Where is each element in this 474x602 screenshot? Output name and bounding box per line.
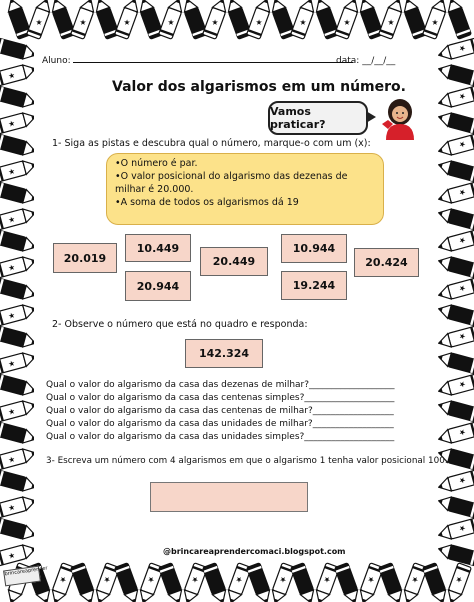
date-field[interactable] [336, 56, 395, 66]
pencil-icon [437, 398, 474, 422]
pencil-icon [437, 158, 474, 182]
number-option[interactable]: 20.449 [200, 247, 268, 276]
svg-text:★: ★ [77, 17, 89, 28]
pencil-icon [0, 302, 37, 326]
answer-box[interactable] [150, 482, 308, 512]
data-label: data: [336, 56, 360, 66]
pencil-icon [0, 158, 37, 182]
pencil-icon [437, 326, 474, 350]
aluno-label: Aluno: [42, 56, 71, 66]
pencil-icon [423, 0, 450, 39]
pencil-icon [0, 206, 37, 230]
question-2-item[interactable]: Qual o valor do algarismo da casa das dezenas de milhar?___________________ [46, 380, 395, 390]
svg-text:★: ★ [365, 574, 377, 585]
svg-text:★: ★ [233, 574, 245, 585]
question-1-prompt: 1- Siga as pistas e descubra qual o número, marque-o com um (x): [52, 138, 371, 149]
pencil-icon [0, 182, 37, 206]
pencil-icon [437, 62, 474, 86]
svg-text:★: ★ [457, 235, 467, 246]
question-2-item[interactable]: Qual o valor do algarismo da casa das unidades de milhar?__________________ [46, 419, 394, 429]
svg-text:★: ★ [457, 187, 467, 198]
pencil-icon [437, 254, 474, 278]
svg-text:★: ★ [457, 523, 467, 534]
svg-text:★: ★ [209, 17, 221, 28]
svg-text:★: ★ [457, 331, 467, 342]
svg-text:★: ★ [457, 283, 467, 294]
svg-text:★: ★ [121, 17, 133, 28]
number-option[interactable]: 10.449 [125, 234, 191, 262]
svg-text:★: ★ [385, 17, 397, 28]
pencil-icon [291, 0, 318, 39]
svg-text:★: ★ [7, 310, 17, 321]
number-option[interactable]: 20.019 [53, 243, 117, 273]
pencil-icon [203, 0, 230, 39]
pencil-icon [159, 0, 186, 39]
page-title: Valor dos algarismos em um número. [112, 79, 406, 95]
svg-text:★: ★ [457, 139, 467, 150]
svg-text:★: ★ [409, 574, 421, 585]
svg-text:★: ★ [457, 91, 467, 102]
pencil-icon [437, 422, 474, 446]
pencil-icon [445, 0, 472, 39]
blog-footer: @brincareaprendercomaci.blogspot.com [163, 547, 346, 556]
pencil-icon [0, 326, 37, 350]
svg-text:★: ★ [7, 262, 17, 273]
svg-text:★: ★ [7, 406, 17, 417]
pencil-icon [115, 563, 142, 602]
pencil-icon [379, 0, 406, 39]
pencil-icon [437, 182, 474, 206]
pencil-icon [335, 563, 362, 602]
svg-text:★: ★ [7, 118, 17, 129]
svg-text:★: ★ [101, 574, 113, 585]
pencil-icon [437, 38, 474, 62]
svg-text:★: ★ [7, 550, 17, 561]
pencil-icon [437, 278, 474, 302]
number-display-box: 142.324 [185, 339, 263, 368]
svg-text:★: ★ [457, 43, 467, 54]
date-slots: __/__/__ [362, 56, 396, 66]
pencil-icon [0, 134, 37, 158]
pencil-icon [247, 563, 274, 602]
pencil-icon [0, 422, 37, 446]
svg-text:★: ★ [457, 427, 467, 438]
question-2-prompt: 2- Observe o número que está no quadro e responda: [52, 319, 308, 330]
speech-bubble: Vamos praticar? [268, 101, 368, 135]
pencil-icon [27, 0, 54, 39]
pencil-icon [115, 0, 142, 39]
pencil-icon [247, 0, 274, 39]
pencil-icon [0, 38, 37, 62]
pencil-icon [291, 563, 318, 602]
pencil-icon [0, 62, 37, 86]
pencil-icon [423, 563, 450, 602]
pencil-icon [0, 542, 37, 566]
number-option[interactable]: 20.944 [125, 271, 191, 301]
number-option[interactable]: 19.244 [281, 271, 347, 300]
svg-text:★: ★ [165, 17, 177, 28]
pencil-icon [0, 110, 37, 134]
svg-text:★: ★ [253, 17, 265, 28]
svg-text:★: ★ [321, 574, 333, 585]
svg-text:★: ★ [189, 574, 201, 585]
pencil-icon [71, 563, 98, 602]
number-option[interactable]: 10.944 [281, 234, 347, 263]
number-option[interactable]: 20.424 [354, 248, 419, 277]
question-2-item[interactable]: Qual o valor do algarismo da casa das unidades simples?____________________ [46, 432, 395, 442]
svg-text:★: ★ [7, 214, 17, 225]
clue-line: •O valor posicional do algarismo das dezenas de [115, 171, 348, 182]
clue-line: milhar é 20.000. [115, 184, 194, 195]
pencil-icon [437, 350, 474, 374]
teacher-character-icon [378, 96, 422, 140]
pencil-icon [0, 86, 37, 110]
pencil-icon [437, 206, 474, 230]
pencil-icon [0, 518, 37, 542]
question-2-item[interactable]: Qual o valor do algarismo da casa das centenas simples?____________________ [46, 393, 395, 403]
question-2-item[interactable]: Qual o valor do algarismo da casa das centenas de milhar?__________________ [46, 406, 394, 416]
svg-text:★: ★ [57, 574, 69, 585]
pencil-icon [0, 398, 37, 422]
svg-text:★: ★ [453, 574, 465, 585]
pencil-icon [0, 230, 37, 254]
pencil-icon [159, 563, 186, 602]
clue-line: •A soma de todos os algarismos dá 19 [115, 197, 299, 208]
pencil-icon [335, 0, 362, 39]
svg-text:★: ★ [7, 454, 17, 465]
pencil-icon [379, 563, 406, 602]
pencil-icon [0, 278, 37, 302]
pencil-icon [0, 470, 37, 494]
pencil-icon [0, 494, 37, 518]
pencil-icon [437, 518, 474, 542]
svg-text:★: ★ [341, 17, 353, 28]
svg-text:★: ★ [277, 574, 289, 585]
svg-text:★: ★ [457, 379, 467, 390]
svg-text:★: ★ [7, 358, 17, 369]
student-name-field[interactable] [42, 56, 353, 66]
clues-box [106, 153, 384, 225]
pencil-icon [203, 563, 230, 602]
question-3-prompt: 3- Escreva um número com 4 algarismos em que o algarismo 1 tenha valor posicional 100. [46, 456, 448, 466]
pencil-icon [437, 230, 474, 254]
svg-text:★: ★ [429, 17, 441, 28]
svg-text:★: ★ [7, 166, 17, 177]
svg-text:★: ★ [7, 502, 17, 513]
svg-text:★: ★ [297, 17, 309, 28]
pencil-icon [437, 494, 474, 518]
pencil-icon [0, 374, 37, 398]
svg-text:★: ★ [457, 475, 467, 486]
pencil-icon [437, 110, 474, 134]
pencil-icon [437, 470, 474, 494]
pencil-icon [71, 0, 98, 39]
pencil-icon [0, 254, 37, 278]
pencil-icon [445, 563, 472, 602]
pencil-icon [437, 302, 474, 326]
svg-text:★: ★ [145, 574, 157, 585]
pencil-icon [437, 86, 474, 110]
svg-text:★: ★ [7, 70, 17, 81]
pencil-icon [437, 134, 474, 158]
pencil-icon [437, 374, 474, 398]
blog-stamp: brincareaprender [3, 566, 41, 587]
pencil-icon [0, 446, 37, 470]
svg-text:★: ★ [33, 17, 45, 28]
pencil-icon [0, 350, 37, 374]
pencil-icon [437, 542, 474, 566]
clue-line: •O número é par. [115, 158, 198, 169]
